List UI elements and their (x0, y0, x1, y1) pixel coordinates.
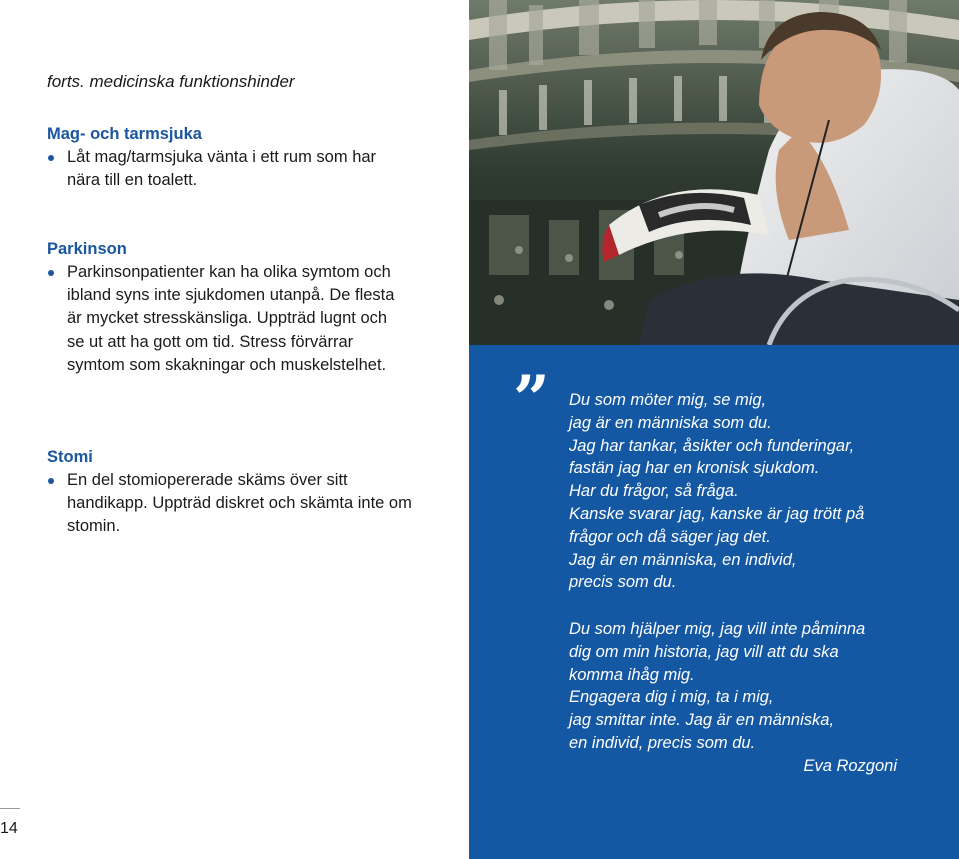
quote-line: komma ihåg mig. (569, 665, 695, 684)
page-number-rule (0, 808, 20, 809)
quote-line: en individ, precis som du. (569, 733, 756, 752)
photo-illustration (469, 0, 959, 345)
quote-line: jag smittar inte. Jag är en människa, (569, 711, 835, 730)
library-photo (469, 0, 959, 345)
section-heading: Stomi (47, 448, 93, 466)
list-item-text: En del stomiopererade skäms över sitt handikapp. Uppträd diskret och skämta inte om stomin. (67, 471, 412, 536)
quote-author: Eva Rozgoni (803, 757, 897, 775)
bullet-icon (48, 155, 54, 161)
quote-line: fastän jag har en kronisk sjukdom. (569, 459, 820, 478)
bullet-icon (48, 478, 54, 484)
quote-line: Engagera dig i mig, ta i mig, (569, 688, 774, 707)
page-number: 14 (0, 820, 18, 837)
section-parkinson (47, 238, 447, 377)
quote-line: frågor och då säger jag det. (569, 527, 771, 546)
page-header: forts. medicinska funktionshinder (47, 72, 295, 91)
quote-stanza-1 (569, 389, 939, 594)
list-item-text: Parkinsonpatienter kan ha olika symtom och ibland syns inte sjukdomen utanpå. De flesta är mycket stresskänsliga. Uppträd lugnt och se ut att ha gott om tid. Stress förvärrar symtom som skakningar och muskelstelhet. (67, 263, 395, 374)
bullet-list (47, 469, 447, 539)
quote-line: Jag är en människa, en individ, (569, 550, 797, 569)
section-heading: Mag- och tarmsjuka (47, 125, 202, 143)
bullet-list (47, 146, 447, 192)
quote-mark-icon: ” (513, 362, 550, 437)
quote-line: precis som du. (569, 573, 677, 592)
list-item-text: Låt mag/tarmsjuka vänta i ett rum som har nära till en toalett. (67, 148, 377, 190)
list-item (47, 469, 412, 539)
quote-line: Har du frågor, så fråga. (569, 482, 739, 501)
quote-stanza-2 (569, 618, 939, 755)
bullet-list (47, 261, 447, 377)
list-item (47, 261, 397, 377)
section-heading: Parkinson (47, 240, 127, 258)
quote-line: Kanske svarar jag, kanske är jag trött på (569, 504, 865, 523)
quote-line: dig om min historia, jag vill att du ska (569, 642, 839, 661)
list-item (47, 146, 407, 192)
left-column (0, 0, 468, 859)
quote-line: Jag har tankar, åsikter och funderingar, (569, 436, 855, 455)
bullet-icon (48, 270, 54, 276)
quote-line: Du som möter mig, se mig, (569, 391, 767, 409)
quote-line: Du som hjälper mig, jag vill inte påminna (569, 620, 866, 638)
section-stomi (47, 446, 447, 539)
section-mag-tarmsjuka (47, 123, 447, 192)
quote-line: jag är en människa som du. (569, 413, 772, 432)
